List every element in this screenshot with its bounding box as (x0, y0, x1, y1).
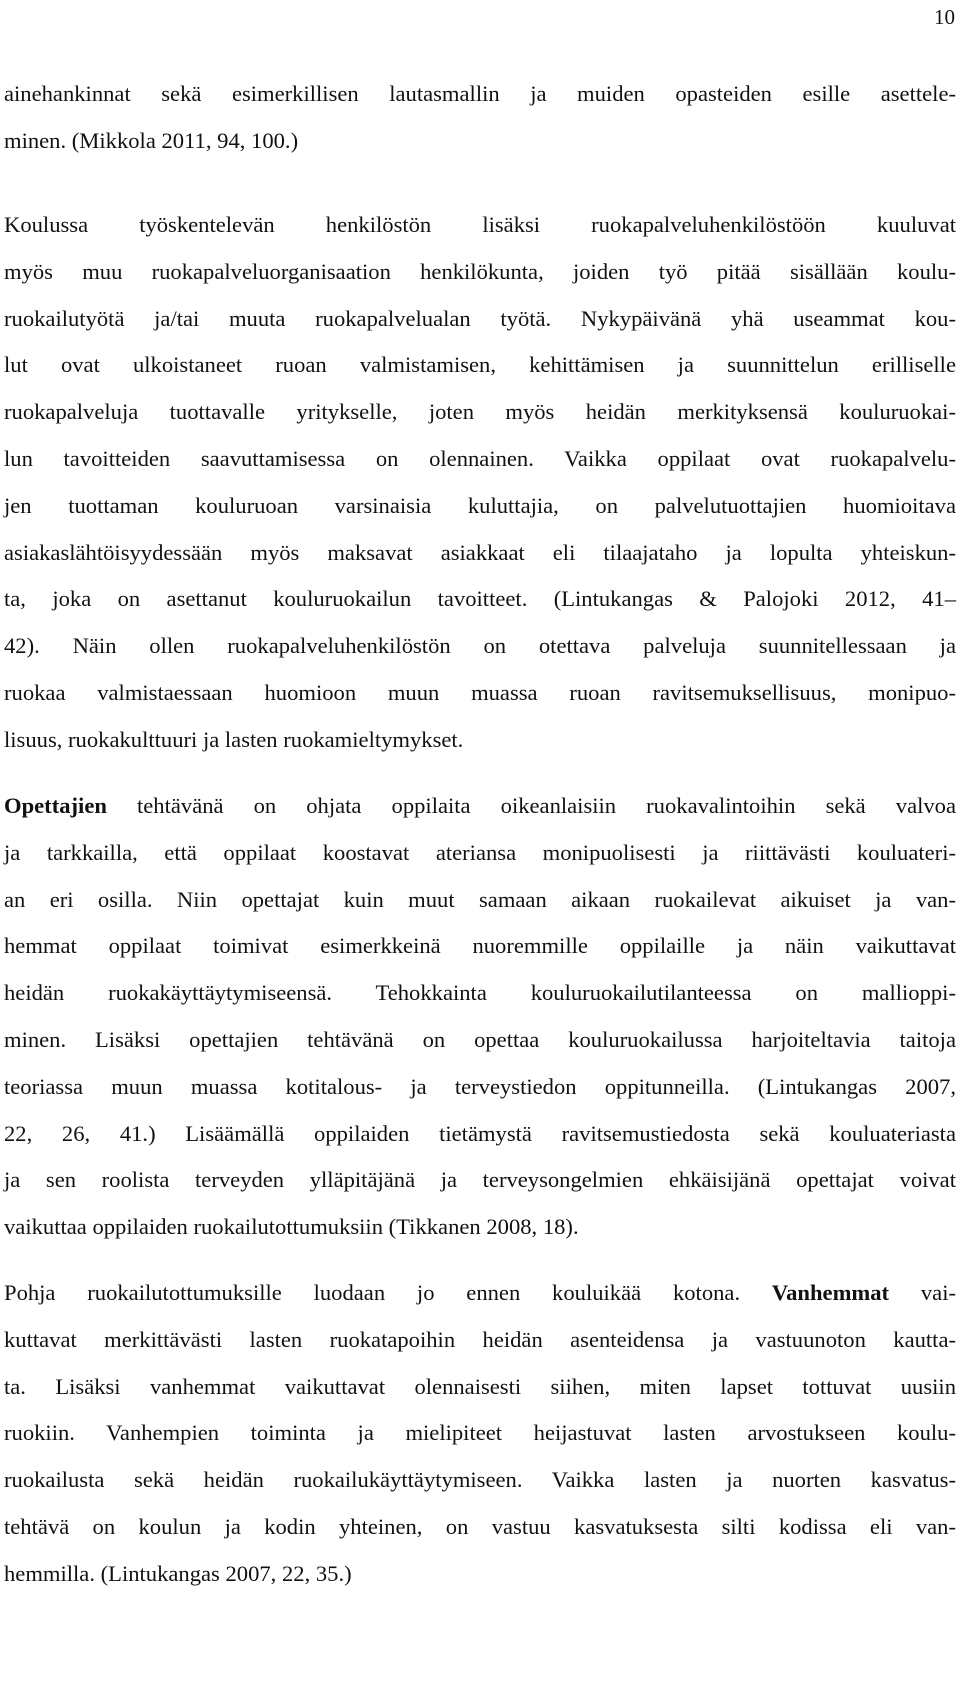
text-line: ruokailusta sekä heidän ruokailukäyttäytymiseen. Vaikka lasten ja nuorten kasvatus- (4, 1467, 956, 1493)
text-line: vaikuttaa oppilaiden ruokailutottumuksiin (Tikkanen 2008, 18). (4, 1214, 579, 1240)
text-line: an eri osilla. Niin opettajat kuin muut samaan aikaan ruokailevat aikuiset ja van- (4, 886, 956, 912)
text-line: teoriassa muun muassa kotitalous- ja terveystiedon oppitunneilla. (Lintukangas 2007, (4, 1073, 956, 1099)
bold-term-parents: Vanhemmat (771, 1280, 890, 1305)
text-line: ja tarkkailla, että oppilaat koostavat ateriansa monipuolisesti ja riittävästi kouluateri- (4, 839, 956, 865)
text-line: heidän ruokakäyttäytymiseensä. Tehokkainta kouluruokailutilanteessa on mallioppi- (4, 980, 956, 1006)
text-line: ruokapalveluja tuottavalle yritykselle, joten myös heidän merkityksensä kouluruokai- (4, 399, 956, 425)
text-line: ainehankinnat sekä esimerkillisen lautasmallin ja muiden opasteiden esille asettele- (4, 81, 956, 106)
text-line: hemmat oppilaat toimivat esimerkkeinä nuoremmille oppilaille ja näin vaikuttavat (4, 933, 956, 959)
text-line: asiakaslähtöisyydessään myös maksavat asiakkaat eli tilaajataho ja lopulta yhteiskun- (4, 539, 956, 565)
text-line (4, 783, 956, 830)
text-line: myös muu ruokapalveluorganisaation henkilökunta, joiden työ pitää sisällään koulu- (4, 258, 956, 284)
text-line: minen. (Mikkola 2011, 94, 100.) (4, 127, 299, 153)
text-line: 42). Näin ollen ruokapalveluhenkilöstön on otettava palveluja suunnitellessaan ja (4, 633, 956, 659)
text-line (4, 1270, 956, 1317)
text-line: kuttavat merkittävästi lasten ruokatapoihin heidän asenteidensa ja vastuunoton kautta- (4, 1326, 956, 1352)
text-line: Koulussa työskentelevän henkilöstön lisäksi ruokapalveluhenkilöstöön kuuluvat (4, 212, 956, 237)
text-line: ta. Lisäksi vanhemmat vaikuttavat olennaisesti siihen, miten lapset tottuvat uusiin (4, 1373, 956, 1399)
text-line: ruokaa valmistaessaan huomioon muun muassa ruoan ravitsemuksellisuus, monipuo- (4, 679, 956, 705)
text-line: ruokiin. Vanhempien toiminta ja mielipiteet heijastuvat lasten arvostukseen koulu- (4, 1420, 956, 1446)
text-line: ta, joka on asettanut kouluruokailun tavoitteet. (Lintukangas & Palojoki 2012, 41– (4, 586, 956, 612)
text-line: ja sen roolista terveyden ylläpitäjänä ja terveysongelmien ehkäisijänä opettajat voivat (4, 1167, 956, 1193)
text-line: minen. Lisäksi opettajien tehtävänä on opettaa kouluruokailussa harjoiteltavia taitoja (4, 1026, 956, 1052)
text-line: jen tuottaman kouluruoan varsinaisia kuluttajia, on palvelutuottajien huomioitava (4, 492, 956, 518)
text-line: ruokailutyötä ja/tai muuta ruokapalvelualan työtä. Nykypäivänä yhä useammat kou- (4, 305, 956, 331)
page-number: 10 (934, 5, 955, 29)
text-fragment: Pohja ruokailutottumuksille luodaan jo ennen kouluikää kotona. (4, 1280, 772, 1305)
paragraph-parents (4, 1270, 956, 1598)
text-line: hemmilla. (Lintukangas 2007, 22, 35.) (4, 1560, 352, 1586)
text-line: lisuus, ruokakulttuuri ja lasten ruokamieltymykset. (4, 726, 464, 752)
text-line: lun tavoitteiden saavuttamisessa on olennainen. Vaikka oppilaat ovat ruokapalvelu- (4, 445, 956, 471)
text-line: tehtävä on koulun ja kodin yhteinen, on vastuu kasvatuksesta silti kodissa eli van- (4, 1513, 956, 1539)
text-fragment: tehtävänä on ohjata oppilaita oikeanlaisiin ruokavalintoihin sekä valvoa (106, 793, 956, 818)
paragraph-food-service-staff (4, 202, 956, 764)
text-line: lut ovat ulkoistaneet ruoan valmistamisen, kehittämisen ja suunnittelun erilliselle (4, 352, 956, 378)
text-line: 22, 26, 41.) Lisäämällä oppilaiden tietämystä ravitsemustiedosta sekä kouluateriasta (4, 1120, 956, 1146)
text-fragment: vai- (889, 1280, 956, 1305)
paragraph-teachers (4, 783, 956, 1251)
paragraph-school-staff-continued (4, 71, 956, 165)
bold-term-teachers: Opettajien (4, 793, 107, 818)
